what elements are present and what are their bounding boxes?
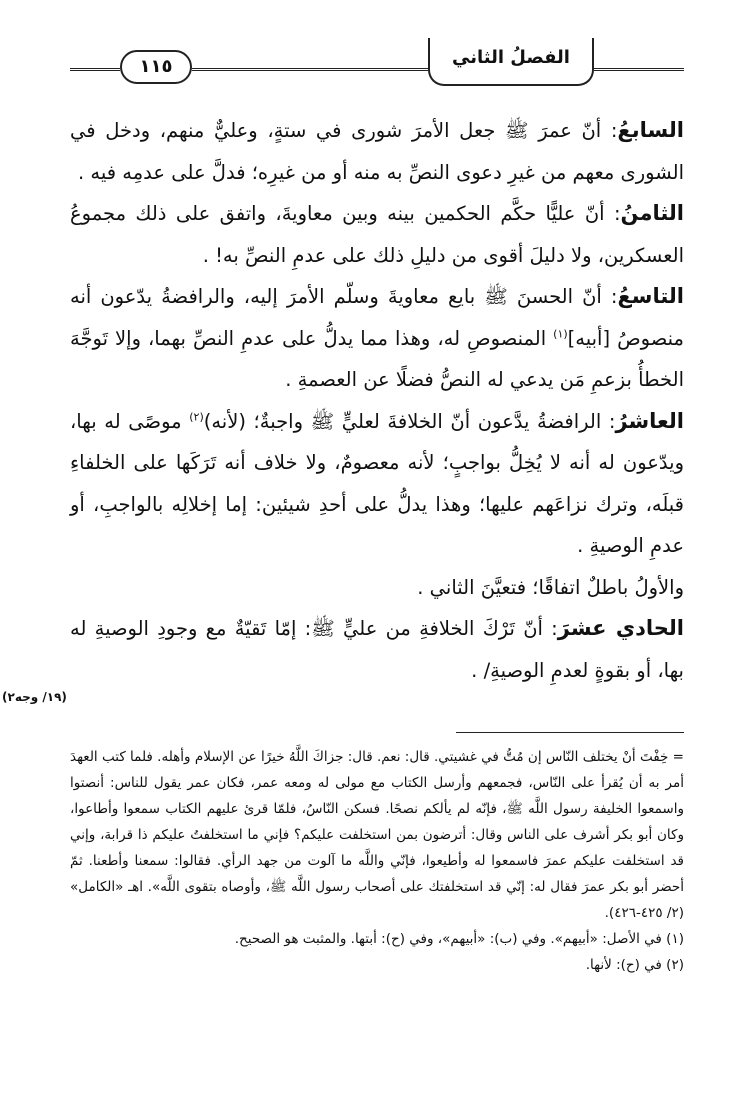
chapter-title: الفصلُ الثاني — [428, 38, 594, 86]
paragraph-label: التاسعُ — [617, 284, 684, 308]
paragraph-text: : الرافضةُ يدَّعون أنّ الخلافةَ لعليٍّ ﷺ واجبةٌ؛ (لأنه) — [203, 409, 616, 433]
paragraph-tenth — [70, 401, 684, 567]
paragraph-text: : أنّ تَرْكَ الخلافةِ من عليٍّ ﷺ: إمّا تَقيّةٌ مع وجودِ الوصيةِ له بها، أو بقوةٍ لعدمِ الوصيةِ/ . — [70, 617, 684, 682]
paragraph-text: : أنّ الحسنَ ﷺ بايع معاويةَ وسلّم الأمرَ إليه، والرافضةُ يدّعون أنه منصوصُ [أبيه] — [70, 285, 684, 350]
manuscript-folio-note: (١٩/ وجه٢) — [2, 690, 67, 704]
paragraph-eleventh — [70, 608, 684, 691]
paragraph-label: العاشرُ — [615, 408, 684, 433]
paragraph-label: السابعُ — [617, 118, 684, 142]
paragraph-label: الحادي عشرَ — [557, 616, 685, 640]
paragraph-label: الثامنُ — [620, 201, 684, 225]
footnote-divider — [456, 732, 684, 733]
page-number: ١١٥ — [120, 50, 192, 84]
header-rule-middle — [192, 68, 428, 71]
footnote-ref[interactable]: (١) — [553, 327, 568, 340]
paragraph-seventh — [70, 110, 684, 193]
footnote-ref[interactable]: (٢) — [189, 410, 204, 423]
footnote-2: (٢) في (ح): لأنها. — [585, 957, 684, 973]
header-rule-left — [70, 68, 120, 71]
paragraph-text: موصًى له بها، ويدّعون له أنه لا يُخِلُّ بواجبٍ؛ لأنه معصومٌ، ولا خلاف أنه تَرَكَها على الخلفاءِ قبلَه، وترك نزاعَهم عليها؛ وهذا يدلُّ على أحدِ شيئين: إما إخلالِه بالواجبِ، أو عدمِ الوصيةِ . — [70, 409, 684, 557]
paragraph-text: المنصوصِ له، وهذا مما يدلُّ على عدمِ النصِّ بهما، وإلا تَوجَّهَ الخطأُ بزعمِ مَن يدعي له النصُّ فضلًا عن العصمةِ . — [70, 326, 684, 391]
paragraph-text: : أنّ عليًّا حكَّم الحكمين بينه وبين معاويةَ، واتفق على ذلك مجموعُ العسكرين، ولا دليلَ أقوى من دليلِ ذلك على عدمِ النصِّ به! . — [70, 202, 684, 267]
paragraph-eighth — [70, 193, 684, 276]
header-rule-right — [594, 68, 684, 71]
footnote-1: (١) في الأصل: «أبيهم». وفي (ب): «أبيهم»، وفي (ح): أبتها. والمثبت هو الصحيح. — [234, 931, 684, 947]
paragraph-text: : أنّ عمرَ ﷺ جعل الأمرَ شورى في ستةٍ، وعليٌّ منهم، ودخل في الشورى معهم من غيرِ دعوى النصِّ به منه أو من غيرِه؛ فدلَّ على عدمِه فيه . — [70, 119, 684, 184]
main-text — [70, 110, 684, 691]
footnote-continuation: = خِفْتَ أنْ يختلف النّاس إن مُتُّ في غشيتي. قال: نعم. قال: جزاكَ اللَّهُ خيرًا عن الإسلام وأهله. فلما كتب العهدَ أمر به أن يُقرأ على النّاس، فجمعهم وأرسل الكتاب مع مولى له ومعه عمر، فكان عمر يقول للناس: أنصتوا واسمعوا الخليفة رسول اللَّه ﷺ، فإنّه لم يألكم نصحًا. فسكن النّاسُ، فلمّا قرئ عليهم الكتاب سمعوا وأطاعوا، وكان أبو بكر أشرف على الناس وقال: أترضون بمن استخلفت عليكم؟ فإني ما استخلفتُ عليكم ذا قرابة، وإني قد استخلفت عليكم عمرَ فاسمعوا له وأطيعوا، فإنّي واللَّه ما آلوت من جهد الرأي. فقالوا: سمعنا وأطعنا. ثمّ أحضر أبو بكر عمرَ فقال له: إنّي قد استخلفتك على أصحاب رسول اللَّه ﷺ، وأوصاه بتقوى اللَّه». اهـ «الكامل» (٢/ ٤٢٥-٤٢٦). — [70, 749, 684, 921]
paragraph-conclusion: والأولُ باطلٌ اتفاقًا؛ فتعيَّنَ الثاني . — [417, 575, 684, 599]
footnotes — [70, 744, 684, 978]
paragraph-ninth — [70, 276, 684, 401]
